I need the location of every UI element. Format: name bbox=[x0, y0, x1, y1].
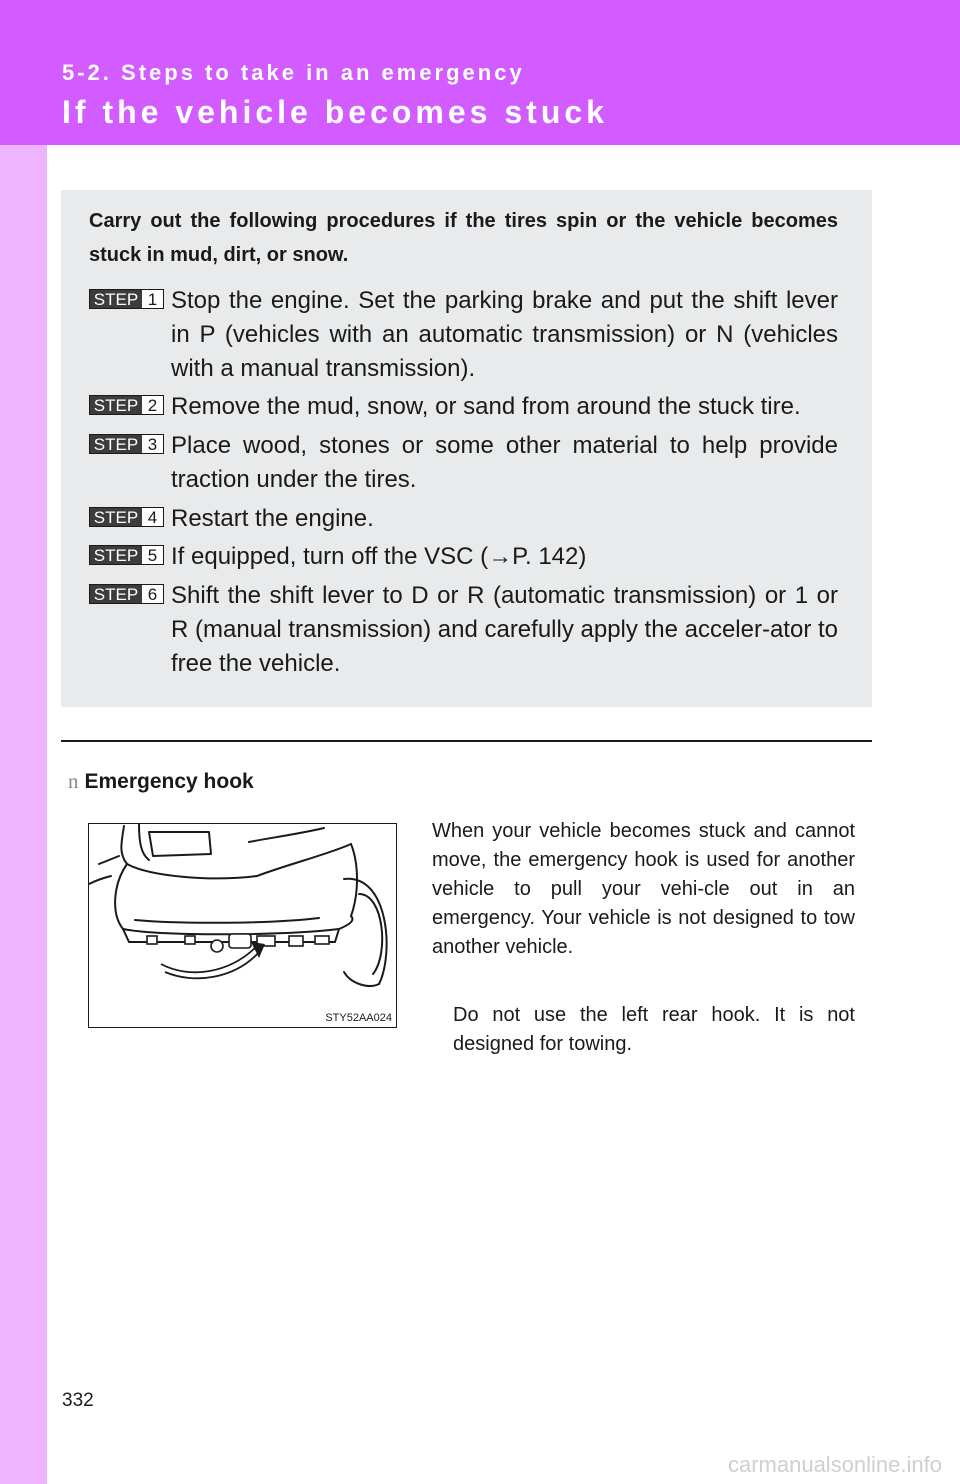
step-badge bbox=[89, 507, 164, 527]
step-text: Shift the shift lever to D or R (automatic transmission) or 1 or R (manual transmission) and carefully apply the acceler-ator to free the vehicle. bbox=[171, 582, 838, 677]
step-badge-label: STEP bbox=[90, 585, 142, 603]
step-text: Restart the engine. bbox=[171, 505, 374, 532]
step-badge-number: 6 bbox=[147, 585, 158, 604]
step-text: Remove the mud, snow, or sand from around the stuck tire. bbox=[171, 393, 801, 420]
step-badge-number: 3 bbox=[147, 435, 158, 454]
section-divider bbox=[61, 740, 872, 742]
step-text: Place wood, stones or some other material to help provide traction under the tires. bbox=[171, 432, 838, 493]
step-badge bbox=[89, 434, 164, 454]
step-badge-number: 2 bbox=[147, 396, 158, 415]
page-header bbox=[0, 0, 960, 145]
step-badge bbox=[89, 395, 164, 415]
emergency-hook-description: When your vehicle becomes stuck and cannot move, the emergency hook is used for another vehicle to pull your vehi-cle out in an emergency. Your vehicle is not designed to tow another vehicle. bbox=[432, 820, 855, 958]
watermark: carmanualsonline.info bbox=[727, 1452, 942, 1477]
step-badge bbox=[89, 584, 164, 604]
step-badge-label: STEP bbox=[90, 508, 142, 526]
page-number: 332 bbox=[62, 1390, 94, 1411]
step-badge-label: STEP bbox=[90, 396, 142, 414]
step-badge-number: 5 bbox=[147, 546, 158, 565]
side-color-strip bbox=[0, 0, 47, 1484]
emergency-hook-heading-text: Emergency hook bbox=[84, 770, 254, 793]
step-badge-number: 1 bbox=[147, 290, 158, 309]
step-badge-label: STEP bbox=[90, 290, 142, 308]
figure-code: STY52AA024 bbox=[325, 1012, 392, 1024]
emergency-hook-note: Do not use the left rear hook. It is not designed for towing. bbox=[453, 1004, 855, 1055]
step-badge-number: 4 bbox=[147, 508, 158, 527]
emergency-hook-heading bbox=[68, 769, 254, 794]
bullet-icon: n bbox=[68, 769, 79, 793]
section-label: 5-2. Steps to take in an emergency bbox=[62, 60, 525, 85]
procedure-box bbox=[61, 190, 872, 707]
step-badge bbox=[89, 545, 164, 565]
step-badge bbox=[89, 289, 164, 309]
page-title: If the vehicle becomes stuck bbox=[62, 94, 608, 130]
rear-bumper-drawing bbox=[89, 824, 396, 1027]
emergency-hook-illustration bbox=[88, 823, 397, 1028]
step-text: Stop the engine. Set the parking brake and put the shift lever in P (vehicles with an automatic transmission) or N (vehicles with a manual transmission). bbox=[171, 287, 838, 382]
step-badge-label: STEP bbox=[90, 546, 142, 564]
step-badge-label: STEP bbox=[90, 435, 142, 453]
procedure-intro: Carry out the following procedures if the tires spin or the vehicle becomes stuck in mud, dirt, or snow. bbox=[89, 210, 838, 266]
step-text: If equipped, turn off the VSC (→P. 142) bbox=[171, 543, 587, 570]
